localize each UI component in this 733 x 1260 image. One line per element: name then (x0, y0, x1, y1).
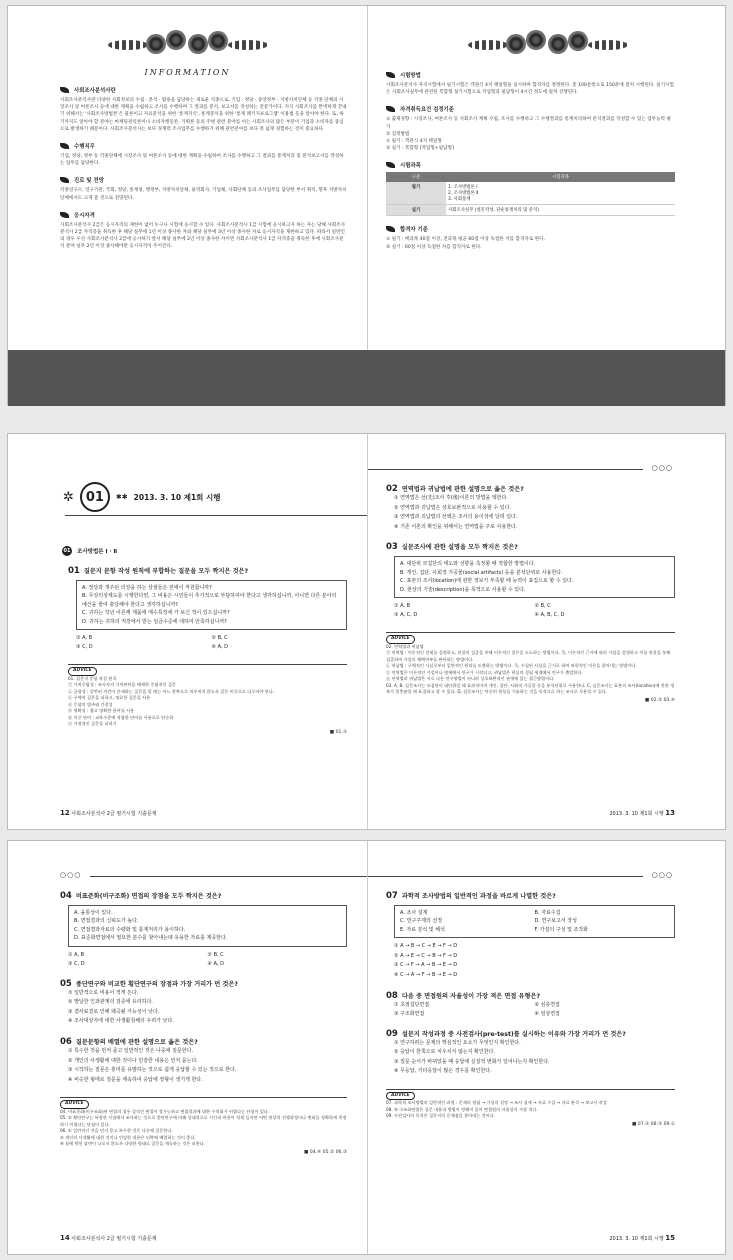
box-line: A. 조사 설계 (400, 910, 428, 916)
table-row (386, 182, 675, 205)
question (386, 891, 675, 981)
advice-line: 01. 질문지 문항 작성 원칙 (68, 675, 117, 681)
answer-key (386, 698, 675, 705)
section-title: 합격자 기준 (400, 227, 428, 234)
advice-line: 04. 비표준화(비구조화)된 면접의 경우 질적인 면접이 불가능하고 면접결과에 대한 수치화가 어렵다는 단점이 있다. (60, 1108, 270, 1114)
leaf-bullet-icon (386, 226, 395, 232)
answer-option: ④ 비슷한 형태로 질문을 계속하여 응답에 정형이 생기게 한다. (68, 1076, 203, 1083)
answer-options (68, 989, 347, 1027)
table-value (446, 205, 675, 216)
question-box (68, 905, 347, 947)
advice-line: ㉦ 가정적인 질문을 피하기 (68, 721, 117, 727)
answer-key (68, 730, 347, 737)
answer-key-text: 01.③ (335, 729, 347, 735)
section-title: 시험과목 (400, 163, 421, 170)
answer-key (60, 1150, 347, 1157)
circle-deco-icon: ○○○ (651, 871, 673, 879)
table-line: 1. 조사방법론 Ⅰ (448, 185, 478, 191)
box-line: F. 가설의 구성 및 조작화 (534, 926, 588, 933)
advice-label-icon: ADVICE (60, 1100, 89, 1109)
question-stem (60, 1037, 347, 1047)
question-text: 설문지 작성과정 중 사전검사(pre-test)를 실시하는 이유와 가장 거리가 먼 것은? (401, 1030, 626, 1038)
answer-option: ① 초점집단면접 (394, 1001, 430, 1008)
answer-option: ② A → E → C → B → F → D (394, 952, 458, 959)
box-line: C. 연구주제의 선정 (400, 918, 443, 925)
question-number: 08 (386, 990, 398, 1001)
answer-key-icon: ■ (631, 1121, 638, 1127)
question-stem (68, 566, 347, 576)
subjects-table (386, 172, 675, 216)
answer-key-icon: ■ (329, 729, 336, 735)
question-number: 09 (386, 1028, 398, 1039)
question (68, 566, 347, 652)
advice-line: ㉥ 이중 단어 : 교육수준에 적합한 단어를 사용으로 단순화 (68, 714, 174, 720)
answer-option: ① A, B (394, 603, 411, 609)
question (386, 991, 675, 1019)
question-text: 과학적 조사방법의 일반적인 과정을 바르게 나열한 것은? (401, 893, 556, 900)
question-stem (386, 542, 675, 552)
advice-line: ㉣ 응답의 범주와 간결성 (68, 701, 113, 707)
answer-option: ② 응답이 한쪽으로 치우치지 않는지 확인한다. (394, 1049, 495, 1056)
section-line: ① 필기 : 매과목 40점 이상, 전과목 평균 60점 이상 득점한 자를 합격자로 한다. (386, 237, 546, 243)
header-rule (65, 515, 367, 516)
leaf-bullet-icon (386, 106, 395, 112)
question-number: 06 (60, 1037, 72, 1047)
question-box (394, 556, 675, 598)
subject-number: 01 (63, 548, 71, 554)
box-line: B. 무상의상제도를 시행한다면, 그 비용은 시민들이 추가적으로 부담하여야 한다고 생각하십니까, 아니면 다른 분야의 예산을 줄여 충당해야 한다고 생각하십니까? (82, 593, 337, 608)
box-line: D. 연구보고서 작성 (534, 918, 577, 925)
question-text: 연역법과 귀납법에 관한 설명으로 옳은 것은? (401, 486, 524, 493)
section-body: 사회조사분석사 2급은 응시자격의 제한이 없어 누구나 시험에 응시할 수 있다. 사회조사분석사 1급 시험에 응시하고자 하는 자는 당해 사회조사분석사 2급 자격증을 취득한 후 해당 실무에 1년 이상 종사한 자와 해당 실무에 3년 이상 종사한 자로 응시자격을 제한하고 있다. 따라서 일반인의 경우 우선 사회조사분석사 2급에 응시하기 앞서 해당 실무에 2년 이상 종사한 자이면 사회조사분석사 1급 자격증을 취득한 후에 사회조사분석 분야 실무 2년 이상 종사해야만 응시자격이 주어진다. (60, 222, 346, 250)
header-rule (90, 876, 367, 877)
answer-options (394, 942, 675, 980)
section-title: 시험방법 (400, 73, 421, 79)
exam-spread-1 (7, 433, 726, 830)
advice-line: 05. ② 횡단연구는 특정한 시점에서 조사하는 것으로 종단연구에 비해 상대적으로 시간과 비용이 적게 들지만 어떤 현상의 진행과정이나 변화를 정확하게 측정하기 어렵다는 단점이 있다. (60, 1115, 347, 1127)
question-number: 01 (68, 566, 80, 576)
answer-option: ④ A, D (207, 960, 225, 967)
answer-option: ③ 시작하는 질문은 흥미를 유발하는 것으로 쉽게 응답할 수 있는 것으로 한다. (68, 1067, 237, 1074)
section-heading (386, 105, 675, 113)
section-title: 수행직무 (74, 144, 95, 151)
section-body: 사회조사분석사 자격시험에서 필기시험은 객관식 4지 택일형을 실시하며 합격자를 결정한다. 총 100문항으로 150분에 걸쳐 시행된다. 실기시험은 사회조사실무에 관련된 복합형 실기시험으로 작업형과 필답형이 4시간 정도에 걸쳐 진행된다. (386, 83, 674, 96)
answer-options (394, 1001, 675, 1019)
answer-option: ② B, C (534, 603, 551, 609)
question-text: 질문문항의 배열에 관한 설명으로 옳은 것은? (75, 1039, 198, 1046)
box-line: B. 면접결과의 신뢰도가 높다. (74, 918, 139, 925)
info-spread (7, 5, 726, 405)
page-footer: 2013. 3. 10 제1회 시행 13 (609, 809, 675, 817)
section-line: ② 실기 : 복합형 [작업형+필답형] (386, 146, 454, 152)
advice-line: ㉡ 귀납법 : 구체적인 사실로부터 일반적인 원리를 도출하는 방법이다. 즉, 수집된 사실을 근거로 하여 보편적인 이론을 찾아내는 방법이다. (386, 663, 637, 668)
advice-line: ㉠ 가치중립성 : 조사자의 가치판단을 배제한 중립적인 질문 (68, 682, 176, 688)
leaf-bullet-icon (60, 143, 69, 149)
exam-title: 2013. 3. 10 제1회 시행 (133, 492, 221, 502)
info-right-page (368, 6, 727, 404)
answer-options (394, 494, 675, 532)
answer-option: ④ 조사대상자에 대한 사생활침해의 우려가 낮다. (68, 1018, 174, 1025)
question-number: 03 (386, 542, 398, 553)
box-line: C. 귀하는 작년 어른께 제품에 매수특징에 가 보신 적이 있으십니까? (82, 610, 230, 617)
table-line: 2. 조사방법론 Ⅱ (448, 191, 479, 197)
leaf-bullet-icon (386, 72, 395, 78)
question (60, 891, 347, 969)
floral-ornament-icon (468, 26, 628, 62)
answer-key (386, 1122, 675, 1129)
box-line: B. 자료수집 (534, 910, 561, 916)
question-number: 02 (386, 484, 398, 494)
question-text: 질문지 문항 작성 원칙에 부합하는 질문을 모두 짝지은 것은? (83, 568, 249, 575)
answer-option: ③ 결사료결로 인해 왜곡될 가능성이 낮다. (68, 1008, 160, 1015)
info-left-page (8, 6, 367, 404)
box-line: D. 현상의 기술(description)을 목적으로 사용할 수 있다. (400, 586, 526, 593)
question (386, 1029, 675, 1077)
advice-line: ㉤ 명확성 : 쉽고 명확한 용어를 사용 (68, 708, 135, 714)
answer-option: ④ A, B, C, D (534, 612, 565, 618)
advice-line: ④ 틀에 박힌 답변이 나오지 않도록 다양한 형태로 질문을 계속하는 것은 피한다. (60, 1141, 206, 1147)
answer-options (68, 951, 347, 969)
question (386, 542, 675, 620)
section-title: 응시자격 (74, 212, 95, 219)
question-box (76, 580, 347, 630)
section-body: 사회조사분석사란 다양한 사회정보의 수집 · 분석 · 활용을 담당하는 새로운 직종으로, 기업 · 정당 · 중앙정부 · 지방자치단체 등 각종 단체의 시장조사 및 여론조사 등에 대한 계획을 수립하고 조사를 수행하며 그 결과를 분석, 보고서를 작성하는 전문가이다. 지식 사회조사를 완벽하게 끝내기 위해서는 '사회조사방법론'은 물론이고 자료분석을 위한 '통계지식', 통계분석을 위한 '통계 패키지프로그램' 이용법 등을 알아야 한다. 또, 하기까지도 알아야 할 분야는 마케팅관리론이나 소비자행동론, 기획론 등의 주변 관련 분야를 아는 사회조사의 많은 부분이 기업과 소비자를 중심으로 발생하기 때문이다. 사회조사분석사는 보다 경쟁력 조사업무를 수행하기 위해 관련분야를 보다 폭 넓게 경험하는 것이 중요하다. (60, 98, 347, 132)
section-title: 진로 및 전망 (74, 178, 104, 185)
header-rule (368, 876, 643, 877)
advice-box (68, 664, 347, 736)
answer-options (68, 1047, 347, 1085)
leaf-bullet-icon (60, 87, 69, 93)
section-line: ② 실기 : 60점 이상 득점한 자를 합격자로 한다. (386, 244, 482, 250)
answer-option: ④ 기존 이론의 확인을 위해서는 연역법을 주로 사용한다. (394, 523, 518, 530)
advice-line: 06. ① 일반적인 것을 먼저 묻고 특수한 것은 나중에 질문한다. (60, 1128, 173, 1134)
section-line: ① 필기 : 객관식 4지 택일형 (386, 139, 442, 145)
box-line: E. 자료 분석 및 해석 (400, 926, 445, 933)
answer-option: ④ A, D (211, 644, 229, 651)
answer-option: ③ 질문 순서가 바뀌었을 때 응답에 실질적 변화가 일어나는지 확인한다. (394, 1058, 550, 1065)
section-heading (386, 161, 675, 169)
floral-ornament-icon (108, 26, 268, 62)
info-heading: INFORMATION (144, 68, 231, 77)
question (60, 979, 347, 1027)
advice-label-icon: ADVICE (68, 667, 97, 676)
leaf-bullet-icon (60, 212, 69, 218)
answer-option: ② 연역법과 귀납법은 상호보완적으로 사용할 수 있다. (394, 504, 512, 511)
box-line: C. 면접결과자료의 수량화 및 통계처리가 용이하다. (74, 926, 186, 933)
circle-deco-icon: ○○○ (60, 871, 82, 879)
section-title: 자격취득요건 검정기준 (400, 107, 454, 114)
box-line: D. 귀하는 귀하의 직장에서 받는 임금수준에 대하여 만족하십니까? (82, 618, 227, 625)
section-line: ① 출제경향 : 시장조사, 여론조사 등 사회조사 계획 수립, 조사를 수행하고 그 수행결과를 통계처리하여 분석결과를 작성할 수 있는 업무능력 평가 (386, 117, 671, 130)
answer-option: ② B, C (211, 635, 228, 642)
question-stem (386, 1029, 675, 1039)
answer-option: ① A, B (76, 635, 93, 642)
section-heading (60, 211, 347, 219)
section-body: 각종연구소, 연구기관, 국회, 정당, 통계청, 행정부, 지방자치단체, 용역회사, 기업체, 사회단체 등의 조사업무를 담당한 부서 취직, 향후 지방자치단체에서도 크게 쓸 것으로 전망된다. (60, 188, 347, 201)
answer-option: ② 개인의 사생활에 대한 것이나 민감한 내용은 먼저 묻는다. (68, 1057, 198, 1064)
page-footer: 12 사회조사분석사 2급 필기시험 기출문제 (60, 809, 157, 817)
exam-spread-2 (7, 840, 726, 1255)
question-text: 비표준화(비구조화) 면접의 장점을 모두 짝지은 것은? (75, 893, 222, 900)
advice-box (60, 1097, 347, 1156)
answer-option: ① 특수한 것을 먼저 묻고 일반적인 것은 나중에 질문한다. (68, 1048, 194, 1054)
page-footer: 2013. 3. 10 제1회 시행 15 (609, 1234, 675, 1242)
question-stem (386, 991, 675, 1001)
page-footer: 14 사회조사분석사 2급 필기시험 기출문제 (60, 1234, 157, 1242)
box-line: C. 표본의 조사(location)에 관한 정보가 부족할 때 능력이 표집으로 할 수 있다. (400, 578, 574, 585)
page-14 (8, 841, 367, 1254)
page-band (8, 350, 725, 406)
question-stem (60, 891, 347, 901)
question-stem (386, 484, 675, 494)
answer-options (76, 634, 347, 652)
question-number: 07 (386, 891, 398, 901)
answer-option: ① 일반적으로 비용이 적게 든다. (68, 989, 139, 996)
question-stem (60, 979, 347, 989)
answer-key-icon: ■ (303, 1149, 310, 1155)
section-heading (60, 176, 347, 184)
leaf-bullet-icon (386, 162, 395, 168)
question-text: 실문조사에 관한 설명을 모두 짝지은 것은? (401, 544, 518, 552)
answer-option: ① 연역법은 선(先)조사 후(後)이론의 방법을 택한다. (394, 495, 508, 501)
subject-title: 조사방법론 Ⅰ · Ⅱ (77, 549, 118, 555)
answer-key-text: 02.② 03.④ (650, 697, 675, 703)
answer-option: ③ A, C, D (394, 612, 418, 618)
box-line: A. 정당과 개주된 의상을 하는 상점들은 전에이 직원합니까? (82, 585, 212, 591)
advice-line: ② 개인의 사생활에 대한 것이나 민감한 내용은 뒤쪽에 배열하는 것이 좋다. (60, 1134, 196, 1140)
exam-header (63, 482, 367, 512)
answer-key-text: 04.④ 05.② 06.③ (309, 1149, 347, 1155)
answer-option: ④ C → A → F → B → E → D (394, 972, 458, 978)
section-body: 기업, 정당, 정부 등 각종단체에 시장조사 및 여론조사 등에 대한 계획을 수립하여 조사를 수행하고 그 결과를 통계처리 및 분석보고서를 작성하는 업무를 담당한다. (60, 154, 344, 167)
question-number: 04 (60, 891, 72, 901)
advice-line: ㉡ 균형성 : 상반된 의견이 존재하는 질문을 할 때는 어느 한쪽으로 치우치지 않도록 같은 비중으로 다루어야 한다. (68, 688, 275, 694)
section-heading (60, 86, 347, 94)
table-value (446, 182, 675, 205)
answer-option: ③ 구조화면접 (394, 1010, 425, 1017)
advice-label-icon: ADVICE (386, 635, 415, 644)
box-line: A. 대단위 모집단의 태도와 성향을 측정할 때 적합한 방법이다. (400, 561, 536, 568)
answer-key-text: 07.③ 08.③ 09.① (637, 1121, 675, 1127)
question-box (394, 905, 675, 938)
box-line: B. 개인, 집단, 사회적 가공물(social artifacts) 등을 분석단위로 사용한다. (400, 569, 563, 576)
section-heading (60, 142, 347, 150)
advice-line: ㉢ 연역법은 이론적인 가설이나 명제에서 연구가 시작되고, 귀납법은 현실의 경험 세계에서 연구가 출발한다. (386, 669, 583, 675)
circle-deco-icon: ○○○ (651, 464, 673, 472)
advice-box (386, 632, 675, 704)
question (386, 484, 675, 532)
answer-option: ① 연구하려는 문제의 핵심적인 요소가 무엇인지 확인한다. (394, 1039, 521, 1046)
table-key: 필기 (386, 182, 446, 205)
advice-line: 02. 연역법과 귀납법 (386, 643, 424, 649)
subject-heading (62, 546, 367, 556)
answer-options (394, 602, 675, 620)
box-line: A. 융통성이 있다. (74, 910, 113, 916)
advice-label-icon: ADVICE (386, 1092, 415, 1101)
answer-key-icon: ■ (644, 697, 651, 703)
star-burst-icon: ✲ (63, 489, 74, 505)
section-title: 사회조사분석사란 (74, 88, 116, 94)
answer-option: ① A, B (68, 951, 85, 958)
advice-line: ㉠ 연역법 : 이론적인 전제를 설정하고, 관찰의 검증을 통해 이론적인 결론을 도도하는 방법이다. 즉, 이론적인 근거에 따라 가설을 설정하고 이를 관찰을 통해 검증하여 가설의 채택여부를 판단하는 방법이다. (386, 650, 671, 662)
answer-option: ② B, C (207, 951, 224, 958)
section-line: ② 검정방법 (386, 131, 410, 137)
page-12 (8, 434, 367, 829)
table-row (386, 205, 675, 216)
answer-option: ④ 임상면접 (534, 1010, 560, 1017)
question-stem (386, 891, 675, 901)
exam-number: 01 (80, 482, 110, 512)
page-15 (368, 841, 727, 1254)
advice-box (386, 1089, 675, 1129)
question-text: 종단연구와 비교한 횡단연구의 장점과 가장 거리가 먼 것은? (75, 980, 238, 988)
answer-option: ③ C → F → A → B → E → D (394, 962, 458, 969)
advice-line: 03. A, B, 실문조사는 모집단이 대단위일 때 효과적이며 개인, 집단, 사회적 가공물 등을 분석단위로 사용한다. C, 실문조사는 표본의 조사(location)에 관한 정보가 불충분할 때 표집하고 할 수 있다. D, 설문조사는 단순히 현상을 기술하는 것을 목적으로 하는 조사로 사용할 수 있다. (386, 682, 675, 694)
double-star-icon: ✱✱ (115, 493, 128, 501)
advice-line: ㉢ 구체적 질문을 피하고, 명료한 질문을 사용 (68, 695, 151, 701)
answer-option: ③ 연역법과 귀납법의 선택은 조사의 용이성에 달려 있다. (394, 514, 518, 521)
answer-option: ③ C, D (68, 960, 85, 967)
box-line: D. 표준화면접에서 필요한 분수를 찾아내는데 유용한 자료를 제공한다. (74, 935, 228, 942)
section-heading (386, 71, 675, 79)
answer-option: ① A → B → C → E → F → D (394, 943, 458, 950)
table-header: 시험과목 (446, 172, 675, 182)
advice-line: 07. 과학적 조사방법의 일반적인 과정 : 문제의 정립 → 가설의 설정 → 조사 설계 → 자료 수집 → 자료 분석 → 보고서 작성 (386, 1100, 607, 1106)
page-13 (368, 434, 727, 829)
answer-option: ④ 무응답, 기타응답이 많은 경우를 확인한다. (394, 1068, 492, 1075)
leaf-bullet-icon (60, 177, 69, 183)
answer-options (394, 1039, 675, 1077)
advice-line: 08. ③ 구조화면접은 질문 내용과 방법이 정해져 있어 면접원의 자율성이 가장 적다. (386, 1106, 538, 1112)
answer-option: ③ C, D (76, 644, 93, 651)
question-text: 다음 중 면접원의 자율성이 가장 적은 면접 유형은? (401, 992, 541, 1000)
answer-option: ② 발달한 인과관계의 검증에 유리하다. (68, 999, 153, 1006)
section-heading (386, 225, 675, 233)
table-line: 사회조사실무 (설문작성, 단순통계처리 및 분석) (448, 208, 539, 214)
advice-line: ㉣ 연역법과 귀납법은 서로 다른 연구방법이 아니라 상호보완적인 관계에 있는 접근방법이다. (386, 676, 555, 681)
advice-line: 09. 사전검사의 목적은 질문지의 문제점을 찾아내는 것이다. (386, 1113, 496, 1119)
question-number: 05 (60, 978, 72, 989)
answer-option: ② 심층면접 (534, 1001, 560, 1008)
table-header: 구분 (386, 172, 446, 182)
question (60, 1037, 347, 1085)
table-key: 실기 (386, 205, 446, 216)
table-line: 3. 사회통계 (448, 197, 471, 203)
header-rule (368, 469, 643, 470)
